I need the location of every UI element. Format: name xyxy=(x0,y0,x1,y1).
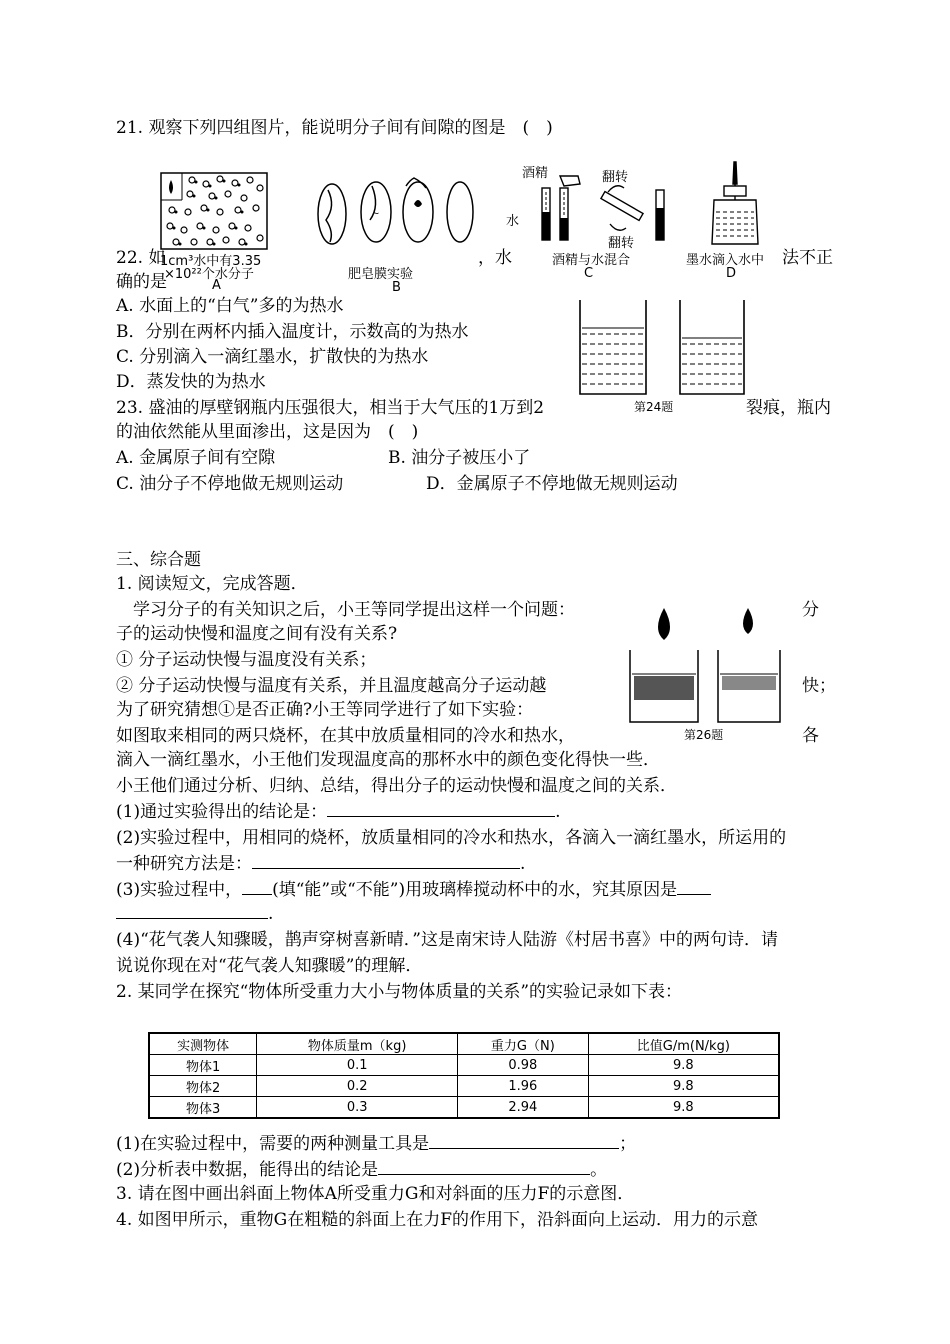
s3-q1-para3: 为了研究猜想①是否正确?小王等同学进行了如下实验： xyxy=(116,700,534,720)
s3-q1-hypothesis-1: ① 分子运动快慢与温度没有关系； xyxy=(116,650,377,670)
table-cell: 2.94 xyxy=(457,1097,588,1119)
s3-q1-hypothesis-2-end: 快； xyxy=(802,676,836,696)
figure-a-label: A xyxy=(212,278,221,293)
table-header-gravity: 重力G（N) xyxy=(457,1033,588,1055)
svg-text:~: ~ xyxy=(372,209,380,219)
q22-option-a: A. 水面上的“白气”多的为热水 xyxy=(116,296,344,316)
q23-option-d: D．金属原子不停地做无规则运动 xyxy=(426,474,678,494)
s3-q1-sub3-line2: . xyxy=(116,902,273,926)
q21-text: 21. 观察下列四组图片，能说明分子间有间隙的图是 ( ) xyxy=(116,118,553,138)
s3-q1-sub3-line1 xyxy=(116,878,711,902)
s3-q1-para4-start: 如图取来相同的两只烧杯，在其中放质量相同的冷水和热水， xyxy=(116,726,575,746)
s3-q1-para2: 子的运动快慢和温度之间有没有关系? xyxy=(116,624,398,644)
figure-a-text-2: ×10²²个水分子 xyxy=(164,267,254,282)
q22-line2: 确的是 xyxy=(116,272,167,292)
q22-line1-start: 22. 如 xyxy=(116,248,166,268)
s3-q2-sub1-text: (1)在实验过程中，需要的两种测量工具是 xyxy=(116,1134,430,1154)
figure-26-beakers-ink xyxy=(624,604,784,728)
s3-q2-title: 2. 某同学在探究“物体所受重力大小与物体质量的关系”的实验记录如下表： xyxy=(116,982,683,1002)
s3-q1-para5: 滴入一滴红墨水，小王他们发现温度高的那杯水中的颜色变化得快一些． xyxy=(116,750,660,770)
answer-blank-3a[interactable] xyxy=(242,878,272,895)
figure-24-beakers xyxy=(572,298,748,398)
s3-q1-para6: 小王他们通过分析、归纳、总结，得出分子的运动快慢和温度之间的关系． xyxy=(116,776,677,796)
s3-q1-sub4-line2: 说说你现在对“花气袭人知骤暖”的理解． xyxy=(116,956,423,976)
table-cell: 0.3 xyxy=(257,1097,458,1119)
table-cell: 物体3 xyxy=(149,1097,257,1119)
figure-a-molecules xyxy=(160,172,268,250)
q22-option-b: B．分别在两杯内插入温度计，示数高的为热水 xyxy=(116,322,469,342)
table-cell: 0.1 xyxy=(257,1055,458,1076)
table-header-ratio: 比值G/m(N/kg) xyxy=(588,1033,779,1055)
s3-q1-sub1: (1)通过实验得出的结论是： . xyxy=(116,802,561,822)
figure-c-label-flip-bottom: 翻转 xyxy=(608,236,635,251)
table-row xyxy=(149,1076,779,1097)
s3-q1-title: 1. 阅读短文，完成答题． xyxy=(116,574,308,594)
figure-24-caption: 第24题 xyxy=(634,400,674,414)
q22-line1-mid: ，水 xyxy=(478,248,512,268)
s3-q4: 4. 如图甲所示，重物G在粗糙的斜面上在力F的作用下，沿斜面向上运动．用力的示意 xyxy=(116,1210,758,1230)
figure-c-label: C xyxy=(584,266,594,281)
figure-d-caption: 墨水滴入水中 xyxy=(686,253,765,268)
s3-q2-sub1 xyxy=(116,1132,636,1156)
s3-q1-sub3-text-a: (3)实验过程中， xyxy=(116,880,243,900)
s3-q1-para1-start: 学习分子的有关知识之后，小王等同学提出这样一个问题： xyxy=(116,600,575,620)
table-row xyxy=(149,1097,779,1119)
answer-blank-2[interactable] xyxy=(252,852,520,869)
answer-blank-3b[interactable] xyxy=(677,878,711,895)
table-cell: 0.2 xyxy=(257,1076,458,1097)
s3-q1-sub2-line2: 一种研究方法是： . xyxy=(116,854,526,874)
answer-blank-5[interactable] xyxy=(378,1158,590,1175)
figure-c-label-water: 水 xyxy=(506,214,520,229)
q23-option-b: B. 油分子被压小了 xyxy=(388,448,531,468)
q23-line2: 的油依然能从里面渗出，这是因为 ( ) xyxy=(116,422,419,442)
s3-q2-sub2-end: 。 xyxy=(590,1160,608,1180)
q23-line1-end: 裂痕，瓶内 xyxy=(746,398,831,418)
s3-q1-sub3-text-b: (填“能”或“不能”)用玻璃棒搅动杯中的水，究其原因是 xyxy=(272,880,678,900)
answer-blank-1[interactable] xyxy=(327,800,555,817)
figure-b-caption: 肥皂膜实验 xyxy=(348,267,414,282)
s3-q1-sub2-line1: (2)实验过程中，用相同的烧杯，放质量相同的冷水和热水，各滴入一滴红墨水，所运用的 xyxy=(116,828,787,848)
table-cell: 9.8 xyxy=(588,1076,779,1097)
figure-26-caption: 第26题 xyxy=(684,728,724,742)
answer-blank-4[interactable] xyxy=(429,1132,619,1149)
figure-c-label-alcohol: 酒精 xyxy=(522,166,549,181)
q22-option-c: C. 分别滴入一滴红墨水，扩散快的为热水 xyxy=(116,347,429,367)
table-header-mass: 物体质量m（kg) xyxy=(257,1033,458,1055)
table-cell: 0.98 xyxy=(457,1055,588,1076)
s3-q1-sub4-line1: (4)“花气袭人知骤暖，鹊声穿树喜新晴．”这是南宋诗人陆游《村居书喜》中的两句诗．请 xyxy=(116,930,778,950)
table-row xyxy=(149,1055,779,1076)
figure-c-label-flip-top: 翻转 xyxy=(602,170,629,185)
table-cell: 9.8 xyxy=(588,1055,779,1076)
s3-q1-para4-end: 各 xyxy=(802,726,819,746)
figure-c-tubes xyxy=(520,172,670,244)
figure-d-ink-bottle xyxy=(708,160,762,246)
figure-b-soap-film xyxy=(314,176,474,248)
q23-option-c: C. 油分子不停地做无规则运动 xyxy=(116,474,344,494)
table-cell: 1.96 xyxy=(457,1076,588,1097)
figure-c-caption: 酒精与水混合 xyxy=(552,253,631,268)
figure-b-label: B xyxy=(392,280,401,295)
table-header-object: 实测物体 xyxy=(149,1033,257,1055)
table-cell: 9.8 xyxy=(588,1097,779,1119)
q22-option-d: D．蒸发快的为热水 xyxy=(116,372,266,392)
table-header-row xyxy=(149,1033,779,1055)
s3-q1-sub1-text: (1)通过实验得出的结论是： xyxy=(116,802,328,822)
table-cell: 物体2 xyxy=(149,1076,257,1097)
figure-d-label: D xyxy=(726,266,737,281)
section-3-title: 三、综合题 xyxy=(116,550,201,570)
s3-q2-sub2 xyxy=(116,1158,607,1182)
q22-line1-end: 法不正 xyxy=(782,248,833,268)
s3-q1-para1-end: 分 xyxy=(802,600,819,620)
s3-q2-sub2-text: (2)分析表中数据，能得出的结论是 xyxy=(116,1160,379,1180)
s3-q1-sub2-text: 一种研究方法是： xyxy=(116,854,252,874)
s3-q2-sub1-end: ； xyxy=(619,1134,637,1154)
answer-blank-3c[interactable] xyxy=(116,902,268,919)
gravity-data-table xyxy=(148,1032,780,1119)
table-cell: 物体1 xyxy=(149,1055,257,1076)
figure-a-text-1: 1cm³水中有3.35 xyxy=(160,254,262,269)
s3-q1-hypothesis-2-start: ② 分子运动快慢与温度有关系，并且温度越高分子运动越 xyxy=(116,676,547,696)
s3-q3: 3. 请在图中画出斜面上物体A所受重力G和对斜面的压力F的示意图． xyxy=(116,1184,635,1204)
q23-option-a: A. 金属原子间有空隙 xyxy=(116,448,276,468)
q23-line1-start: 23. 盛油的厚壁钢瓶内压强很大，相当于大气压的1万到2 xyxy=(116,398,545,418)
